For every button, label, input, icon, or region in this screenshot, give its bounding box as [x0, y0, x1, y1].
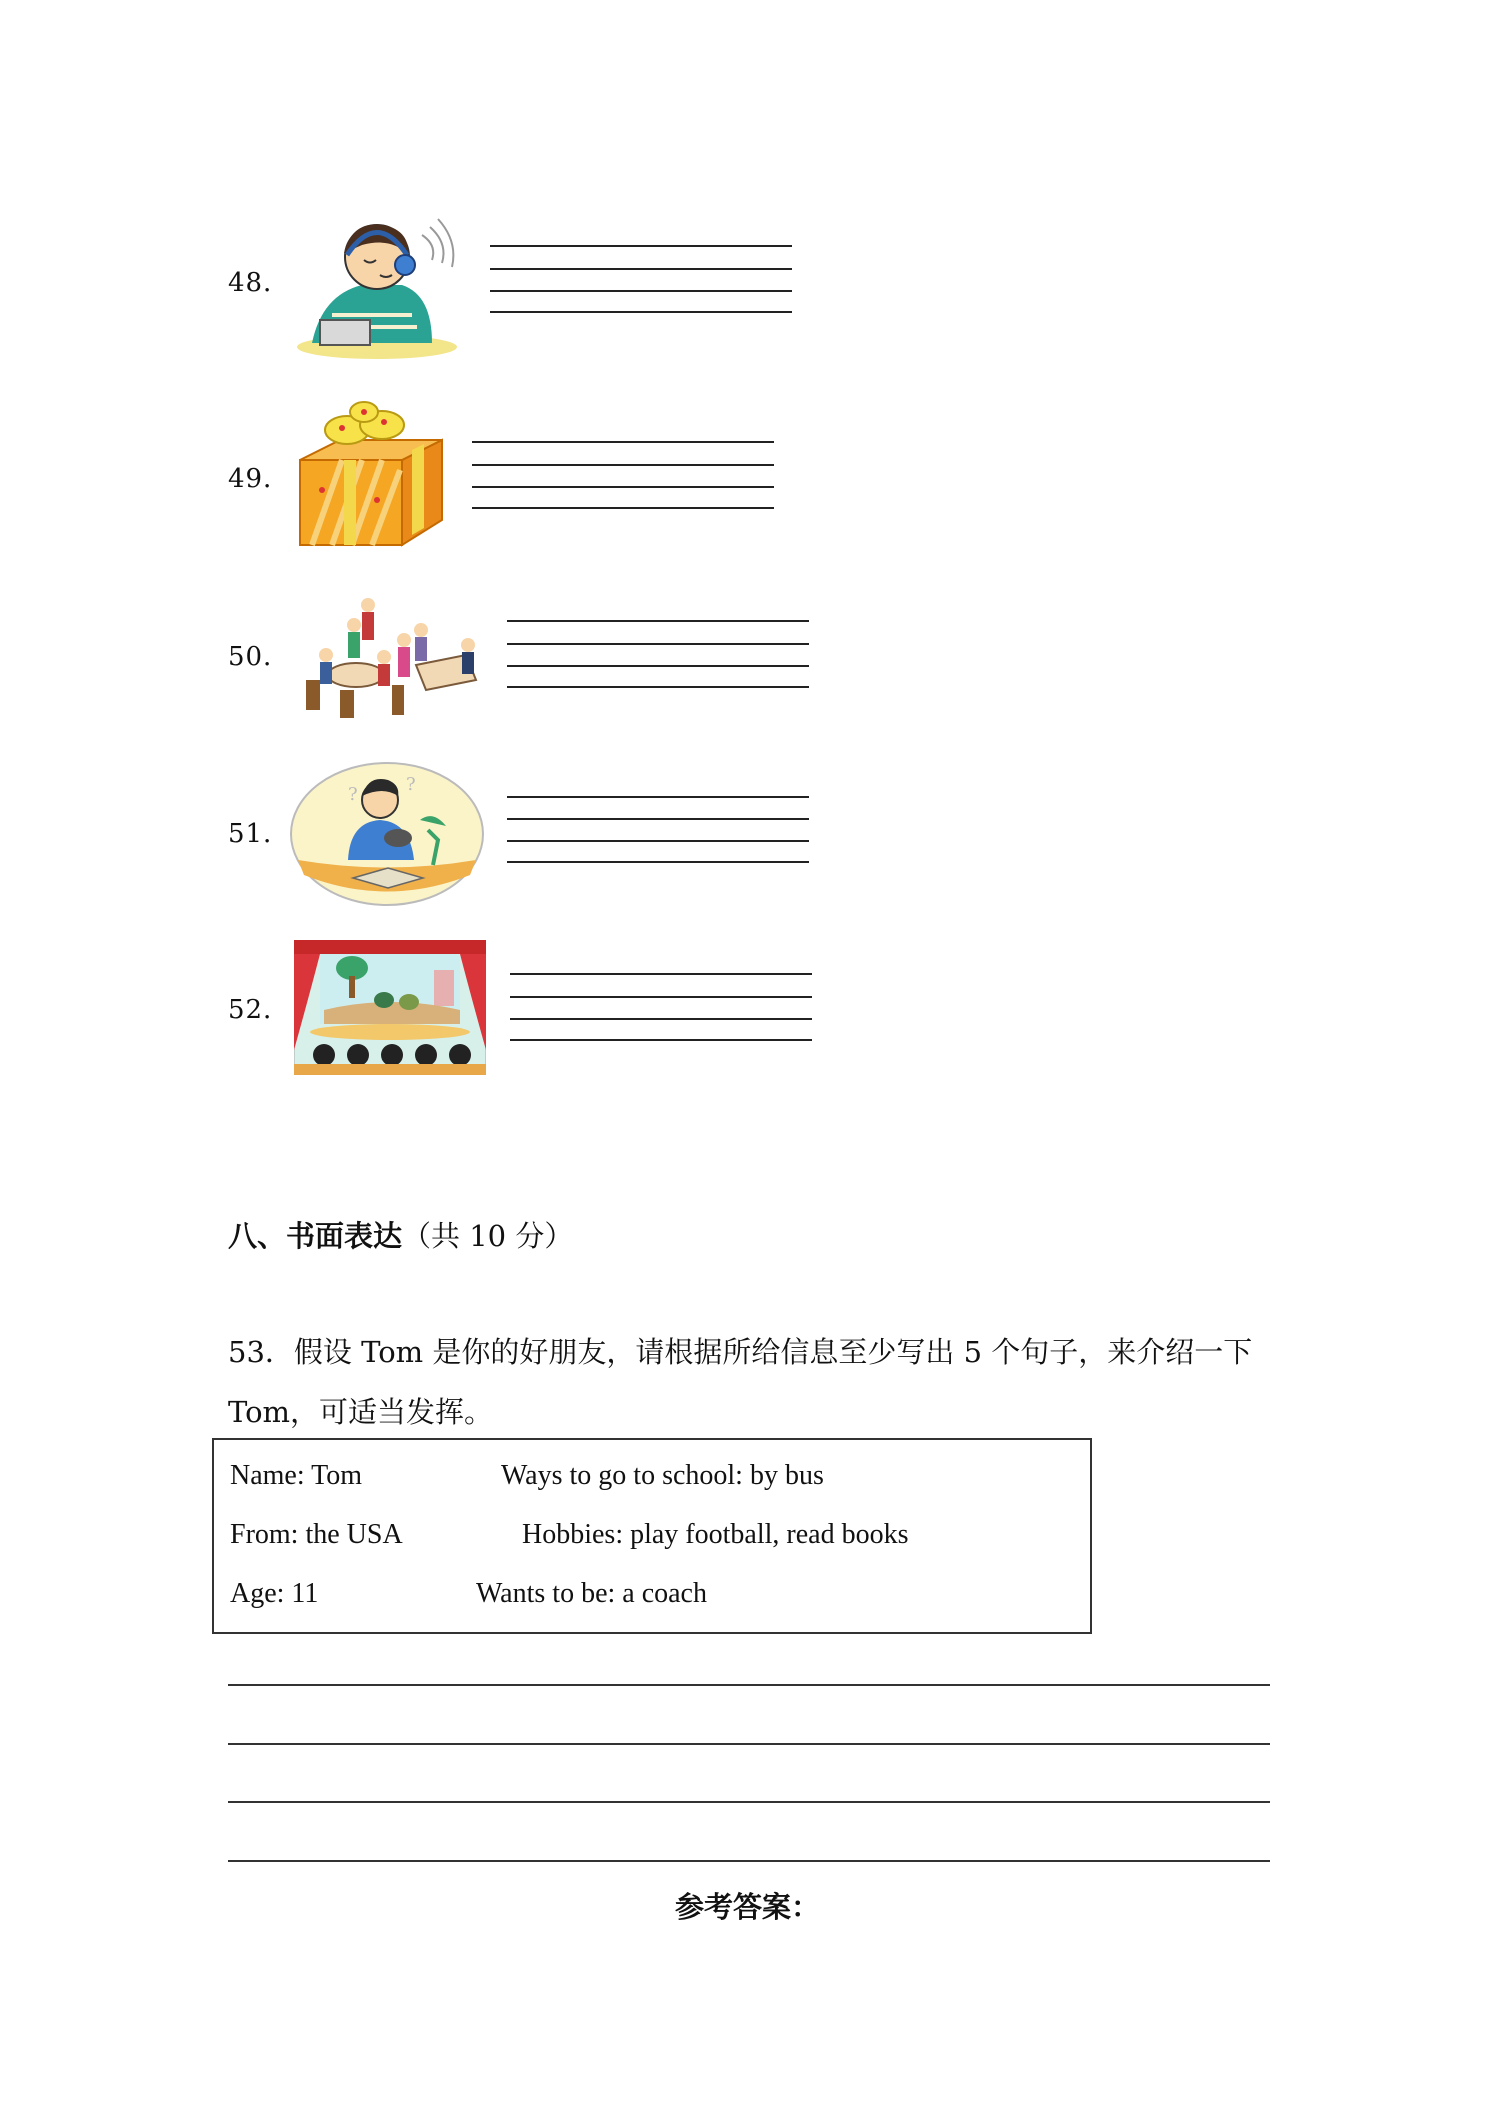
answer-line-50-2	[507, 643, 809, 645]
answer-line-52-3	[510, 1018, 812, 1020]
answer-line-50-4	[507, 686, 809, 688]
info-box	[212, 1438, 1092, 1634]
answer-line-49-1	[472, 441, 774, 443]
question-49-number: 49．	[228, 464, 291, 494]
answer-line-49-3	[472, 486, 774, 488]
info-wants-to-be: Wants to be: a coach	[476, 1578, 707, 1609]
answer-line-48-2	[490, 268, 792, 270]
answer-line-48-4	[490, 311, 792, 313]
boy-reading-book-icon	[288, 760, 486, 908]
answer-line-52-4	[510, 1039, 812, 1041]
info-name: Name: Tom	[230, 1460, 363, 1491]
answer-line-49-4	[472, 507, 774, 509]
info-from: From: the USA	[230, 1519, 403, 1550]
info-hobbies: Hobbies: play football, read books	[522, 1519, 909, 1550]
answer-line-51-3	[507, 840, 809, 842]
svg-text:?: ?	[406, 774, 416, 795]
gift-box-icon	[292, 400, 452, 550]
section-title: 八、书面表达	[228, 1219, 403, 1253]
section-points: （共 10 分）	[402, 1219, 574, 1253]
people-at-tables-icon	[296, 595, 486, 720]
answer-heading: 参考答案：	[675, 1890, 821, 1924]
question-53-line-2: Tom，可适当发挥。	[228, 1395, 494, 1429]
answer-line-48-1	[490, 245, 792, 247]
writing-line-2	[228, 1743, 1270, 1745]
boy-headphones-radio-icon	[292, 215, 462, 360]
answer-line-52-1	[510, 973, 812, 975]
svg-text:?: ?	[348, 784, 358, 805]
answer-line-51-4	[507, 861, 809, 863]
answer-line-51-1	[507, 796, 809, 798]
section-heading	[228, 1214, 573, 1255]
question-52-number: 52．	[228, 995, 291, 1025]
question-53-prompt	[228, 1322, 1288, 1442]
stage-play-icon	[294, 940, 486, 1075]
info-age: Age: 11	[230, 1578, 319, 1609]
question-48-number: 48．	[228, 268, 291, 298]
answer-line-51-2	[507, 818, 809, 820]
answer-line-50-3	[507, 665, 809, 667]
info-ways-to-school: Ways to go to school: by bus	[501, 1460, 824, 1491]
answer-line-49-2	[472, 464, 774, 466]
answer-line-50-1	[507, 620, 809, 622]
question-51-number: 51．	[228, 819, 291, 849]
writing-line-3	[228, 1801, 1270, 1803]
answer-line-48-3	[490, 290, 792, 292]
writing-line-1	[228, 1684, 1270, 1686]
question-53-line-1: 53．假设 Tom 是你的好朋友，请根据所给信息至少写出 5 个句子，来介绍一下	[228, 1335, 1253, 1369]
answer-line-52-2	[510, 996, 812, 998]
question-50-number: 50．	[228, 642, 291, 672]
writing-line-4	[228, 1860, 1270, 1862]
